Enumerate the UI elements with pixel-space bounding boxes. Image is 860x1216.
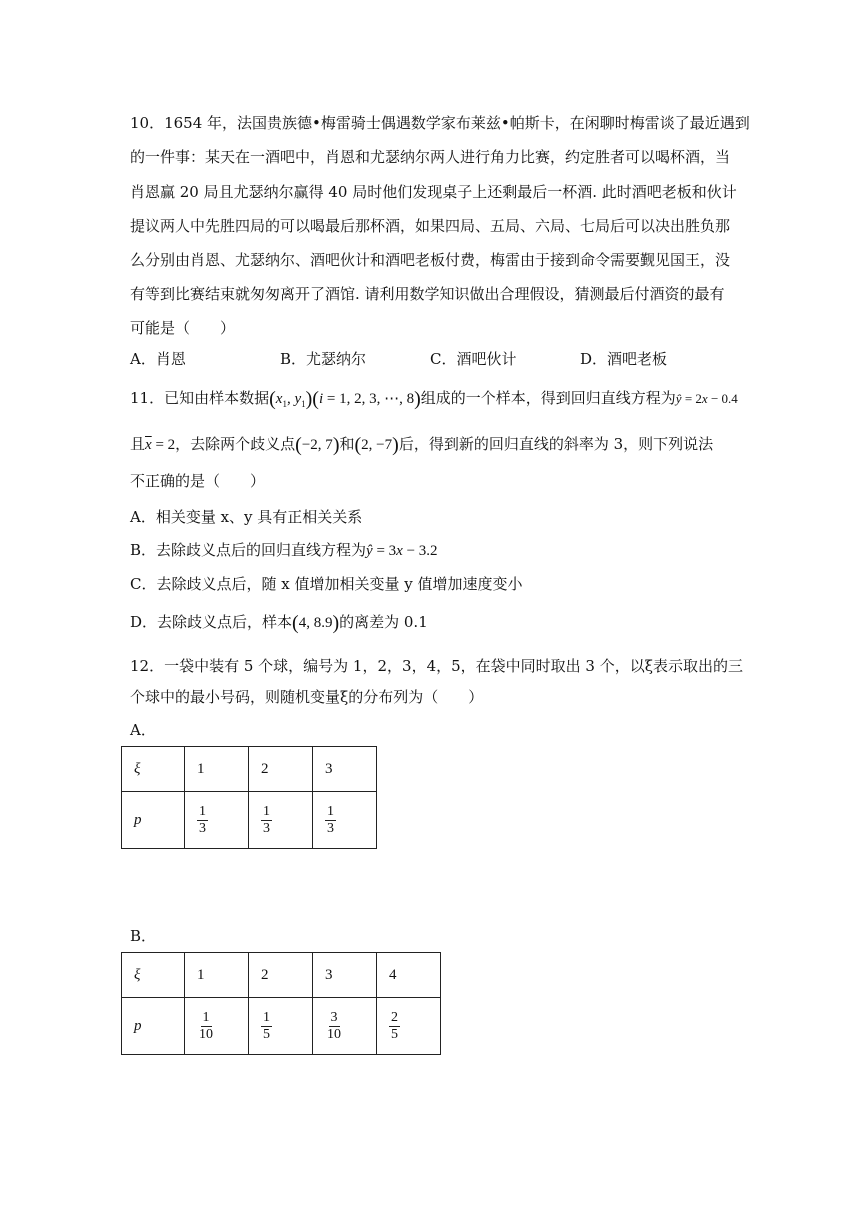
- regression-equation: ŷ = 2x − 0.4: [675, 391, 738, 406]
- xi-header: ξ: [122, 953, 185, 998]
- q12-line-1: 12．一袋中装有 5 个球，编号为 1，2，3，4，5，在袋中同时取出 3 个，以ξ表示取出的三: [130, 657, 743, 675]
- xi-value: 2: [249, 747, 313, 792]
- q12-option-b[interactable]: B．: [130, 927, 157, 945]
- q11-line-3: 不正确的是（ ）: [130, 472, 266, 490]
- prob-cell: [313, 998, 377, 1055]
- fraction: $\frac{1}{5}$: [263, 1010, 270, 1042]
- fraction: $\frac{2}{5}$: [391, 1010, 398, 1042]
- q10-option-b[interactable]: B．尤瑟纳尔: [280, 350, 367, 368]
- outlier-point-2: (2, −7): [354, 434, 399, 456]
- q11-option-d[interactable]: [130, 612, 428, 633]
- q10-line-2: 的一件事：某天在一酒吧中，肖恩和尤瑟纳尔两人进行角力比赛，约定胜者可以喝杯酒，当: [130, 148, 731, 166]
- q11-l1-pre: 11．已知由样本数据: [130, 389, 270, 407]
- q10-line-7: 可能是（ ）: [130, 319, 236, 337]
- xi-value: 1: [185, 747, 249, 792]
- xi-value: 4: [377, 953, 441, 998]
- x-mean-expression: $\overline{x} = 2$: [145, 437, 176, 453]
- q10-line-4: 提议两人中先胜四局的可以喝最后那杯酒，如果四局、五局、六局、七局后可以决出胜负那: [130, 217, 731, 235]
- q11-l2-pre: 且: [130, 435, 146, 453]
- q11-option-d-post: 的离差为 0.1: [339, 613, 428, 631]
- q11-l2-b: 和: [339, 435, 355, 453]
- q12-option-a[interactable]: A．: [130, 721, 156, 739]
- xi-value: 1: [185, 953, 249, 998]
- prob-cell: [185, 792, 249, 849]
- fraction: $\frac{1}{3}$: [327, 804, 334, 836]
- sample-data-expression: ($x_1$, $y_1)(i = 1$, 2, 3, ⋯, 8): [269, 388, 421, 410]
- prob-cell: [377, 998, 441, 1055]
- q11-l1-mid: 组成的一个样本，得到回归直线方程为: [420, 389, 676, 407]
- q12-line-2: 个球中的最小号码，则随机变量ξ的分布列为（ ）: [130, 688, 484, 706]
- xi-value: 2: [249, 953, 313, 998]
- prob-cell: [249, 792, 313, 849]
- q10-line-1: 10．1654 年，法国贵族德•梅雷骑士偶遇数学家布莱兹•帕斯卡，在闲聊时梅雷谈了最近遇到: [130, 114, 750, 132]
- xi-header: ξ: [122, 747, 185, 792]
- q11-option-d-pre: D．去除歧义点后，样本: [130, 613, 293, 631]
- q11-line-2: [130, 434, 713, 455]
- xi-value: 3: [313, 747, 377, 792]
- outlier-point-1: (−2, 7): [295, 434, 340, 456]
- q11-option-b-text: B．去除歧义点后的回归直线方程为: [130, 541, 367, 559]
- q11-line-1: [130, 388, 738, 414]
- q11-option-a[interactable]: A．相关变量 x、y 具有正相关关系: [130, 508, 363, 526]
- q11-l2-c: 后，得到新的回归直线的斜率为 3，则下列说法: [398, 435, 714, 453]
- q11-l2-a: ，去除两个歧义点: [175, 435, 296, 453]
- q10-line-3: 肖恩赢 20 局且尤瑟纳尔赢得 40 局时他们发现桌子上还剩最后一杯酒. 此时酒吧老板和伙计: [130, 183, 737, 201]
- p-header: p: [122, 792, 185, 849]
- q11-option-c[interactable]: C．去除歧义点后，随 x 值增加相关变量 y 值增加速度变小: [130, 575, 523, 593]
- q11-option-b[interactable]: [130, 540, 438, 561]
- fraction: $\frac{1}{10}$: [199, 1010, 213, 1042]
- q10-line-5: 么分别由肖恩、尤瑟纳尔、酒吧伙计和酒吧老板付费，梅雷由于接到命令需要觐见国王，没: [130, 251, 731, 269]
- prob-cell: [185, 998, 249, 1055]
- sample-point: (4, 8.9): [292, 612, 340, 634]
- q10-option-d[interactable]: D．酒吧老板: [580, 350, 668, 368]
- distribution-table-b: [121, 952, 441, 1055]
- q10-option-c[interactable]: C．酒吧伙计: [430, 350, 517, 368]
- fraction: $\frac{1}{3}$: [263, 804, 270, 836]
- prob-cell: [313, 792, 377, 849]
- fraction: $\frac{3}{10}$: [327, 1010, 341, 1042]
- p-header: p: [122, 998, 185, 1055]
- distribution-table-a: [121, 746, 377, 849]
- q10-line-6: 有等到比赛结束就匆匆离开了酒馆. 请利用数学知识做出合理假设，猜测最后付酒资的最有: [130, 285, 725, 303]
- q10-option-a[interactable]: A．肖恩: [130, 350, 186, 368]
- fraction: $\frac{1}{3}$: [199, 804, 206, 836]
- xi-value: 3: [313, 953, 377, 998]
- new-regression-equation: ŷ = 3x − 3.2: [366, 543, 438, 559]
- prob-cell: [249, 998, 313, 1055]
